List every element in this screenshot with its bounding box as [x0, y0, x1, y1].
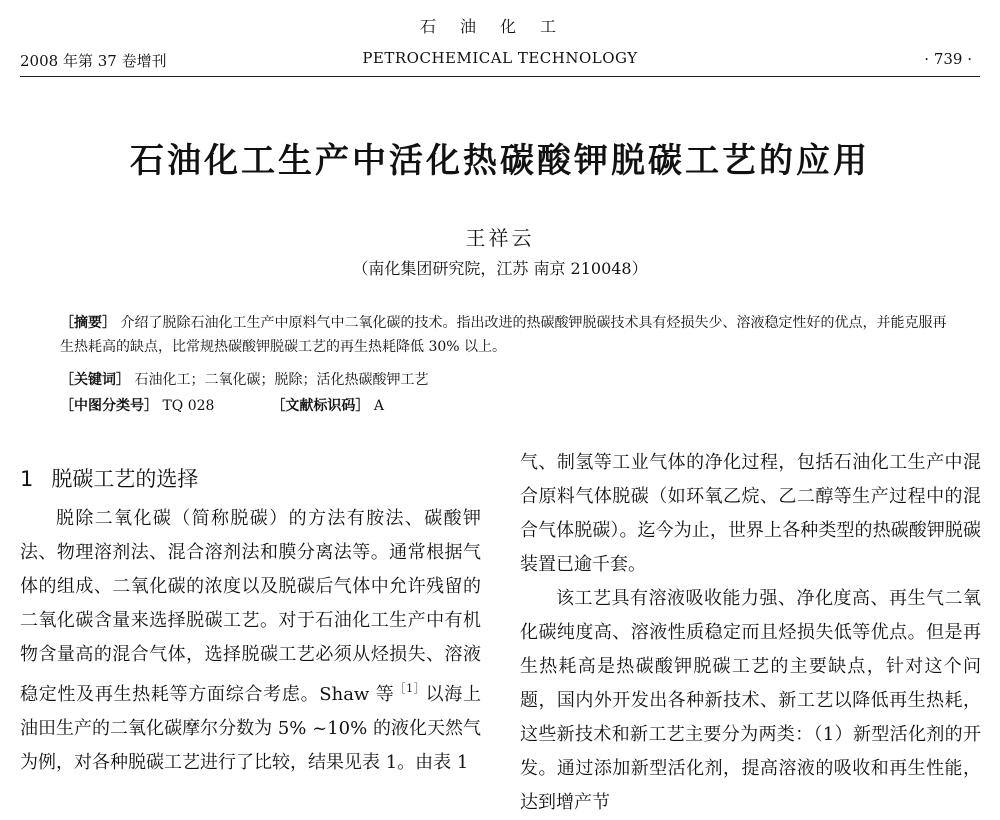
citation-ref[interactable]: ［1］: [394, 682, 426, 695]
journal-name-en: PETROCHEMICAL TECHNOLOGY: [362, 49, 638, 67]
abstract-label: ［摘要］: [60, 315, 116, 331]
header-rule: [20, 76, 980, 77]
article-title: 石油化工生产中活化热碳酸钾脱碳工艺的应用: [130, 141, 870, 181]
affiliation: （南化集团研究院，江苏 南京 210048）: [352, 259, 648, 278]
right-column: [520, 446, 981, 820]
issue-info: 2008 年第 37 卷增刊: [20, 52, 167, 70]
author-name: 王祥云: [465, 226, 535, 250]
abstract-text: 介绍了脱除石油化工生产中原料气中二氧化碳的技术。指出改进的热碳酸钾脱碳技术具有烃损失少、溶液稳定性好的优点，并能克服再生热耗高的缺点，比常规热碳酸钾脱碳工艺的再生热耗降低 30% 以上。: [60, 315, 947, 355]
classification-label: ［中图分类号］: [60, 398, 158, 414]
classification-line: [60, 395, 384, 415]
right-paragraph-1: 气、制氢等工业气体的净化过程，包括石油化工生产中混合原料气体脱碳（如环氧乙烷、乙二醇等生产过程中的混合气体脱碳）。迄今为止，世界上各种类型的热碳酸钾脱碳装置已逾千套。: [520, 452, 981, 575]
section-title: 脱碳工艺的选择: [51, 467, 199, 491]
doc-code-value: A: [373, 398, 384, 414]
page-number: · 739 ·: [924, 50, 972, 68]
keywords-label: ［关键词］: [60, 372, 130, 388]
right-paragraph-2: 该工艺具有溶液吸收能力强、净化度高、再生气二氧化碳纯度高、溶液性质稳定而且烃损失低等优点。但是再生热耗高是热碳酸钾脱碳工艺的主要缺点，针对这个问题，国内外开发出各种新技术、新工艺以降低再生热耗，这些新技术和新工艺主要分为两类：（1）新型活化剂的开发。通过添加新型活化剂，提高溶液的吸收和再生性能，达到增产节: [520, 588, 981, 813]
journal-name-cn: 石油化工: [419, 17, 580, 36]
left-paragraph-text-b: 以海上油田生产的二氧化碳摩尔分数为 5% ~10% 的液化天然气为例，对各种脱碳工艺进行了比较，结果见表 1。由表 1: [20, 684, 482, 773]
doc-code-label: ［文献标识码］: [271, 398, 370, 414]
section-number: 1: [20, 467, 34, 491]
left-column: [20, 502, 481, 780]
abstract: [60, 311, 950, 359]
keywords-text: 石油化工；二氧化碳；脱除；活化热碳酸钾工艺: [134, 372, 429, 388]
keywords: [60, 369, 428, 389]
left-paragraph-1: [20, 502, 481, 780]
left-paragraph-text-a: 脱除二氧化碳（简称脱碳）的方法有胺法、碳酸钾法、物理溶剂法、混合溶剂法和膜分离法等。通常根据气体的组成、二氧化碳的浓度以及脱碳后气体中允许残留的二氧化碳含量来选择脱碳工艺。对于石油化工生产中有机物含量高的混合气体，选择脱碳工艺必须从烃损失、溶液稳定性及再生热耗等方面综合考虑。Shaw 等: [20, 508, 481, 705]
section-heading: [20, 463, 198, 493]
classification-value: TQ 028: [162, 398, 215, 414]
